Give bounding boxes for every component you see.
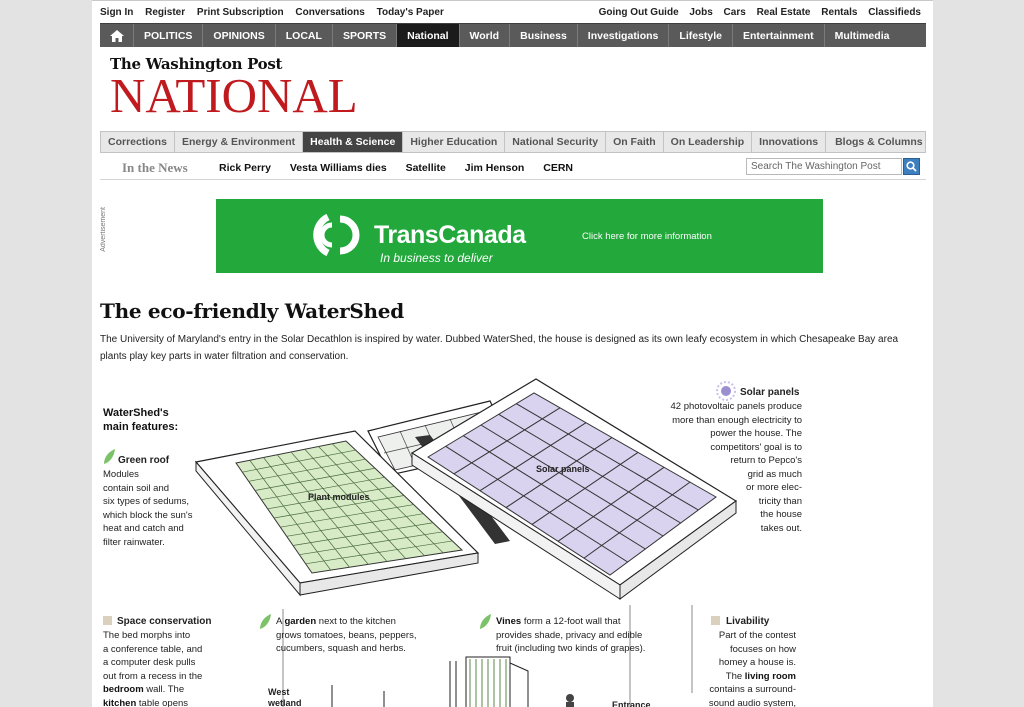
vines-line bbox=[496, 615, 645, 629]
west-wetland-label bbox=[268, 687, 302, 707]
features-title-line1: WaterShed's bbox=[103, 407, 169, 419]
nav-local[interactable]: LOCAL bbox=[276, 24, 333, 47]
subnav-national-security[interactable]: National Security bbox=[505, 132, 606, 152]
solar-line: power the house. The bbox=[710, 428, 802, 439]
solar-heading-wrap bbox=[740, 386, 799, 400]
home-icon[interactable] bbox=[100, 24, 134, 47]
main-nav bbox=[100, 23, 926, 47]
livability-line: focuses on how bbox=[729, 643, 796, 655]
ad-tagline: In business to deliver bbox=[380, 251, 493, 265]
solar-panels-label: Solar panels bbox=[536, 464, 590, 474]
solar-line: more than enough electricity to bbox=[672, 414, 802, 426]
transcanada-logo-icon bbox=[310, 209, 362, 261]
space-line: a computer desk pulls bbox=[103, 657, 196, 668]
livability-line: homey a house is. bbox=[718, 657, 796, 668]
green-roof-line: filter rainwater. bbox=[103, 536, 165, 548]
nav-world[interactable]: World bbox=[460, 24, 511, 47]
livability-heading: Livability bbox=[726, 616, 770, 627]
subnav-innovations[interactable]: Innovations bbox=[752, 132, 826, 152]
in-the-news-label: In the News bbox=[122, 160, 188, 175]
space-heading-wrap bbox=[117, 615, 211, 629]
news-link-vesta-williams[interactable]: Vesta Williams dies bbox=[289, 162, 387, 174]
features-title-line2: main features: bbox=[103, 421, 179, 433]
search-icon bbox=[904, 159, 919, 174]
livability-pre: The bbox=[725, 670, 745, 682]
green-roof-heading: Green roof bbox=[118, 455, 170, 466]
solar-line: tricity than bbox=[758, 495, 802, 507]
nav-lifestyle[interactable]: Lifestyle bbox=[669, 24, 733, 47]
space-line bbox=[103, 683, 202, 697]
article-title: The eco-friendly WaterShed bbox=[100, 299, 404, 323]
livability-heading-wrap bbox=[726, 615, 769, 629]
subnav-corrections[interactable]: Corrections bbox=[101, 132, 175, 152]
section-subnav bbox=[100, 131, 926, 153]
garden-line bbox=[276, 615, 416, 629]
real-estate-link[interactable]: Real Estate bbox=[756, 7, 811, 18]
entrance-label: Entrance bbox=[612, 700, 651, 707]
nav-business[interactable]: Business bbox=[510, 24, 578, 47]
jobs-link[interactable]: Jobs bbox=[689, 7, 713, 18]
ad-label: Advertisement bbox=[100, 207, 107, 252]
print-subscription-link[interactable]: Print Subscription bbox=[196, 7, 284, 18]
paper-logo[interactable]: The Washington Post bbox=[110, 55, 283, 73]
classifieds-link[interactable]: Classifieds bbox=[868, 7, 921, 18]
nav-politics[interactable]: POLITICS bbox=[134, 24, 203, 47]
green-roof-line: heat and catch and bbox=[103, 523, 184, 534]
solar-heading: Solar panels bbox=[740, 387, 800, 398]
garden-leaf-icon bbox=[260, 614, 271, 629]
space-line: a conference table, and bbox=[103, 643, 203, 655]
space-heading: Space conservation bbox=[117, 616, 212, 627]
garden-body bbox=[276, 615, 416, 656]
sign-in-link[interactable]: Sign In bbox=[100, 7, 134, 18]
vines-leaf-icon bbox=[480, 614, 491, 629]
plant-modules-label: Plant modules bbox=[308, 492, 370, 502]
page bbox=[92, 0, 933, 707]
utility-right bbox=[591, 7, 921, 18]
subnav-on-leadership[interactable]: On Leadership bbox=[664, 132, 753, 152]
section-title: NATIONAL bbox=[110, 68, 358, 123]
conversations-link[interactable]: Conversations bbox=[295, 7, 365, 18]
space-line-rest: table opens bbox=[136, 697, 189, 707]
space-line-rest: wall. The bbox=[143, 684, 185, 695]
solar-line: return to Pepco's bbox=[730, 455, 802, 466]
subnav-blogs-columns[interactable]: Blogs & Columns bbox=[835, 136, 923, 148]
person-silhouette-icon bbox=[566, 694, 574, 707]
todays-paper-link[interactable]: Today's Paper bbox=[376, 7, 444, 18]
space-line: The bed morphs into bbox=[103, 630, 191, 641]
subnav-on-faith[interactable]: On Faith bbox=[606, 132, 664, 152]
house-illustration bbox=[100, 373, 926, 707]
news-link-satellite[interactable]: Satellite bbox=[405, 162, 446, 174]
livability-line: contains a surround- bbox=[709, 684, 796, 695]
living-room-term: living room bbox=[744, 670, 796, 682]
nav-sports[interactable]: SPORTS bbox=[333, 24, 397, 47]
garden-line: grows tomatoes, beans, peppers, bbox=[276, 629, 417, 641]
features-title bbox=[103, 406, 178, 434]
green-roof-body bbox=[103, 468, 192, 549]
vines-line: provides shade, privacy and edible bbox=[496, 629, 643, 641]
news-link-rick-perry[interactable]: Rick Perry bbox=[219, 162, 271, 174]
search-input[interactable]: Search The Washington Post bbox=[746, 158, 902, 175]
garden-rest: next to the kitchen bbox=[316, 616, 396, 627]
subnav-energy-environment[interactable]: Energy & Environment bbox=[175, 132, 303, 152]
bedroom-term: bedroom bbox=[103, 684, 144, 695]
solar-line: or more elec- bbox=[746, 482, 802, 493]
watershed-graphic bbox=[100, 373, 926, 707]
nav-investigations[interactable]: Investigations bbox=[578, 24, 670, 47]
nav-opinions[interactable]: OPINIONS bbox=[203, 24, 275, 47]
garden-term: garden bbox=[284, 616, 317, 627]
solar-line: competitors' goal is to bbox=[710, 441, 802, 453]
going-out-guide-link[interactable]: Going Out Guide bbox=[598, 7, 679, 18]
space-line: out from a recess in the bbox=[103, 670, 203, 682]
news-link-jim-henson[interactable]: Jim Henson bbox=[464, 162, 525, 174]
subnav-higher-education[interactable]: Higher Education bbox=[403, 132, 505, 152]
livability-body bbox=[656, 629, 796, 707]
kitchen-term: kitchen bbox=[103, 697, 137, 707]
solar-line: 42 photovoltaic panels produce bbox=[670, 401, 802, 412]
ad-cta[interactable]: Click here for more information bbox=[582, 231, 712, 242]
utility-left bbox=[100, 7, 453, 18]
cars-link[interactable]: Cars bbox=[723, 7, 746, 18]
west-wetland-line2: wetland bbox=[268, 698, 302, 707]
vines-term: Vines bbox=[496, 616, 522, 627]
garden-line: cucumbers, squash and herbs. bbox=[276, 643, 406, 654]
news-link-cern[interactable]: CERN bbox=[543, 162, 573, 174]
space-body bbox=[103, 629, 202, 707]
livability-bullet-icon bbox=[711, 616, 720, 625]
green-roof-line: contain soil and bbox=[103, 482, 170, 494]
subnav-health-science[interactable]: Health & Science bbox=[303, 132, 403, 152]
vines-line: fruit (including two kinds of grapes). bbox=[496, 643, 646, 654]
west-wetland-line1: West bbox=[268, 687, 290, 697]
green-roof-leaf-icon bbox=[104, 449, 115, 464]
livability-line bbox=[656, 670, 796, 684]
green-roof-text bbox=[118, 454, 169, 468]
solar-line: grid as much bbox=[747, 468, 802, 480]
green-roof-line: Modules bbox=[103, 469, 139, 480]
livability-line: sound audio system, bbox=[708, 697, 796, 707]
green-roof-line: six types of sedums, bbox=[103, 496, 190, 507]
article-intro: The University of Maryland's entry in the Solar Decathlon is inspired by water. Dubbed WaterShed, the house is designed as its own leafy ecosystem in which Chesapeake Bay area plants play key parts in water filtration and conservation. bbox=[100, 334, 899, 362]
vines-body bbox=[496, 615, 645, 656]
nav-national[interactable]: National bbox=[397, 24, 459, 47]
solar-body bbox=[602, 400, 802, 535]
solar-line: the house bbox=[760, 509, 802, 520]
masthead[interactable] bbox=[110, 55, 358, 123]
solar-line: takes out. bbox=[760, 522, 802, 534]
transcanada-ad-banner[interactable] bbox=[216, 199, 823, 273]
garden-pre: A bbox=[276, 616, 285, 627]
vines-rest: form a 12-foot wall that bbox=[521, 616, 621, 627]
solar-sun-icon bbox=[717, 382, 735, 400]
space-bullet-icon bbox=[103, 616, 112, 625]
search-button[interactable] bbox=[903, 158, 920, 175]
green-roof-line: which block the sun's bbox=[103, 509, 193, 521]
space-line bbox=[103, 697, 202, 707]
livability-line: Part of the contest bbox=[718, 630, 796, 641]
utility-bar bbox=[100, 7, 921, 21]
register-link[interactable]: Register bbox=[145, 7, 186, 18]
ad-brand: TransCanada bbox=[374, 221, 526, 249]
in-the-news-bar bbox=[100, 154, 926, 180]
nav-entertainment[interactable]: Entertainment bbox=[733, 24, 825, 47]
nav-multimedia[interactable]: Multimedia bbox=[834, 29, 890, 42]
in-the-news-links bbox=[219, 162, 589, 174]
rentals-link[interactable]: Rentals bbox=[821, 7, 858, 18]
